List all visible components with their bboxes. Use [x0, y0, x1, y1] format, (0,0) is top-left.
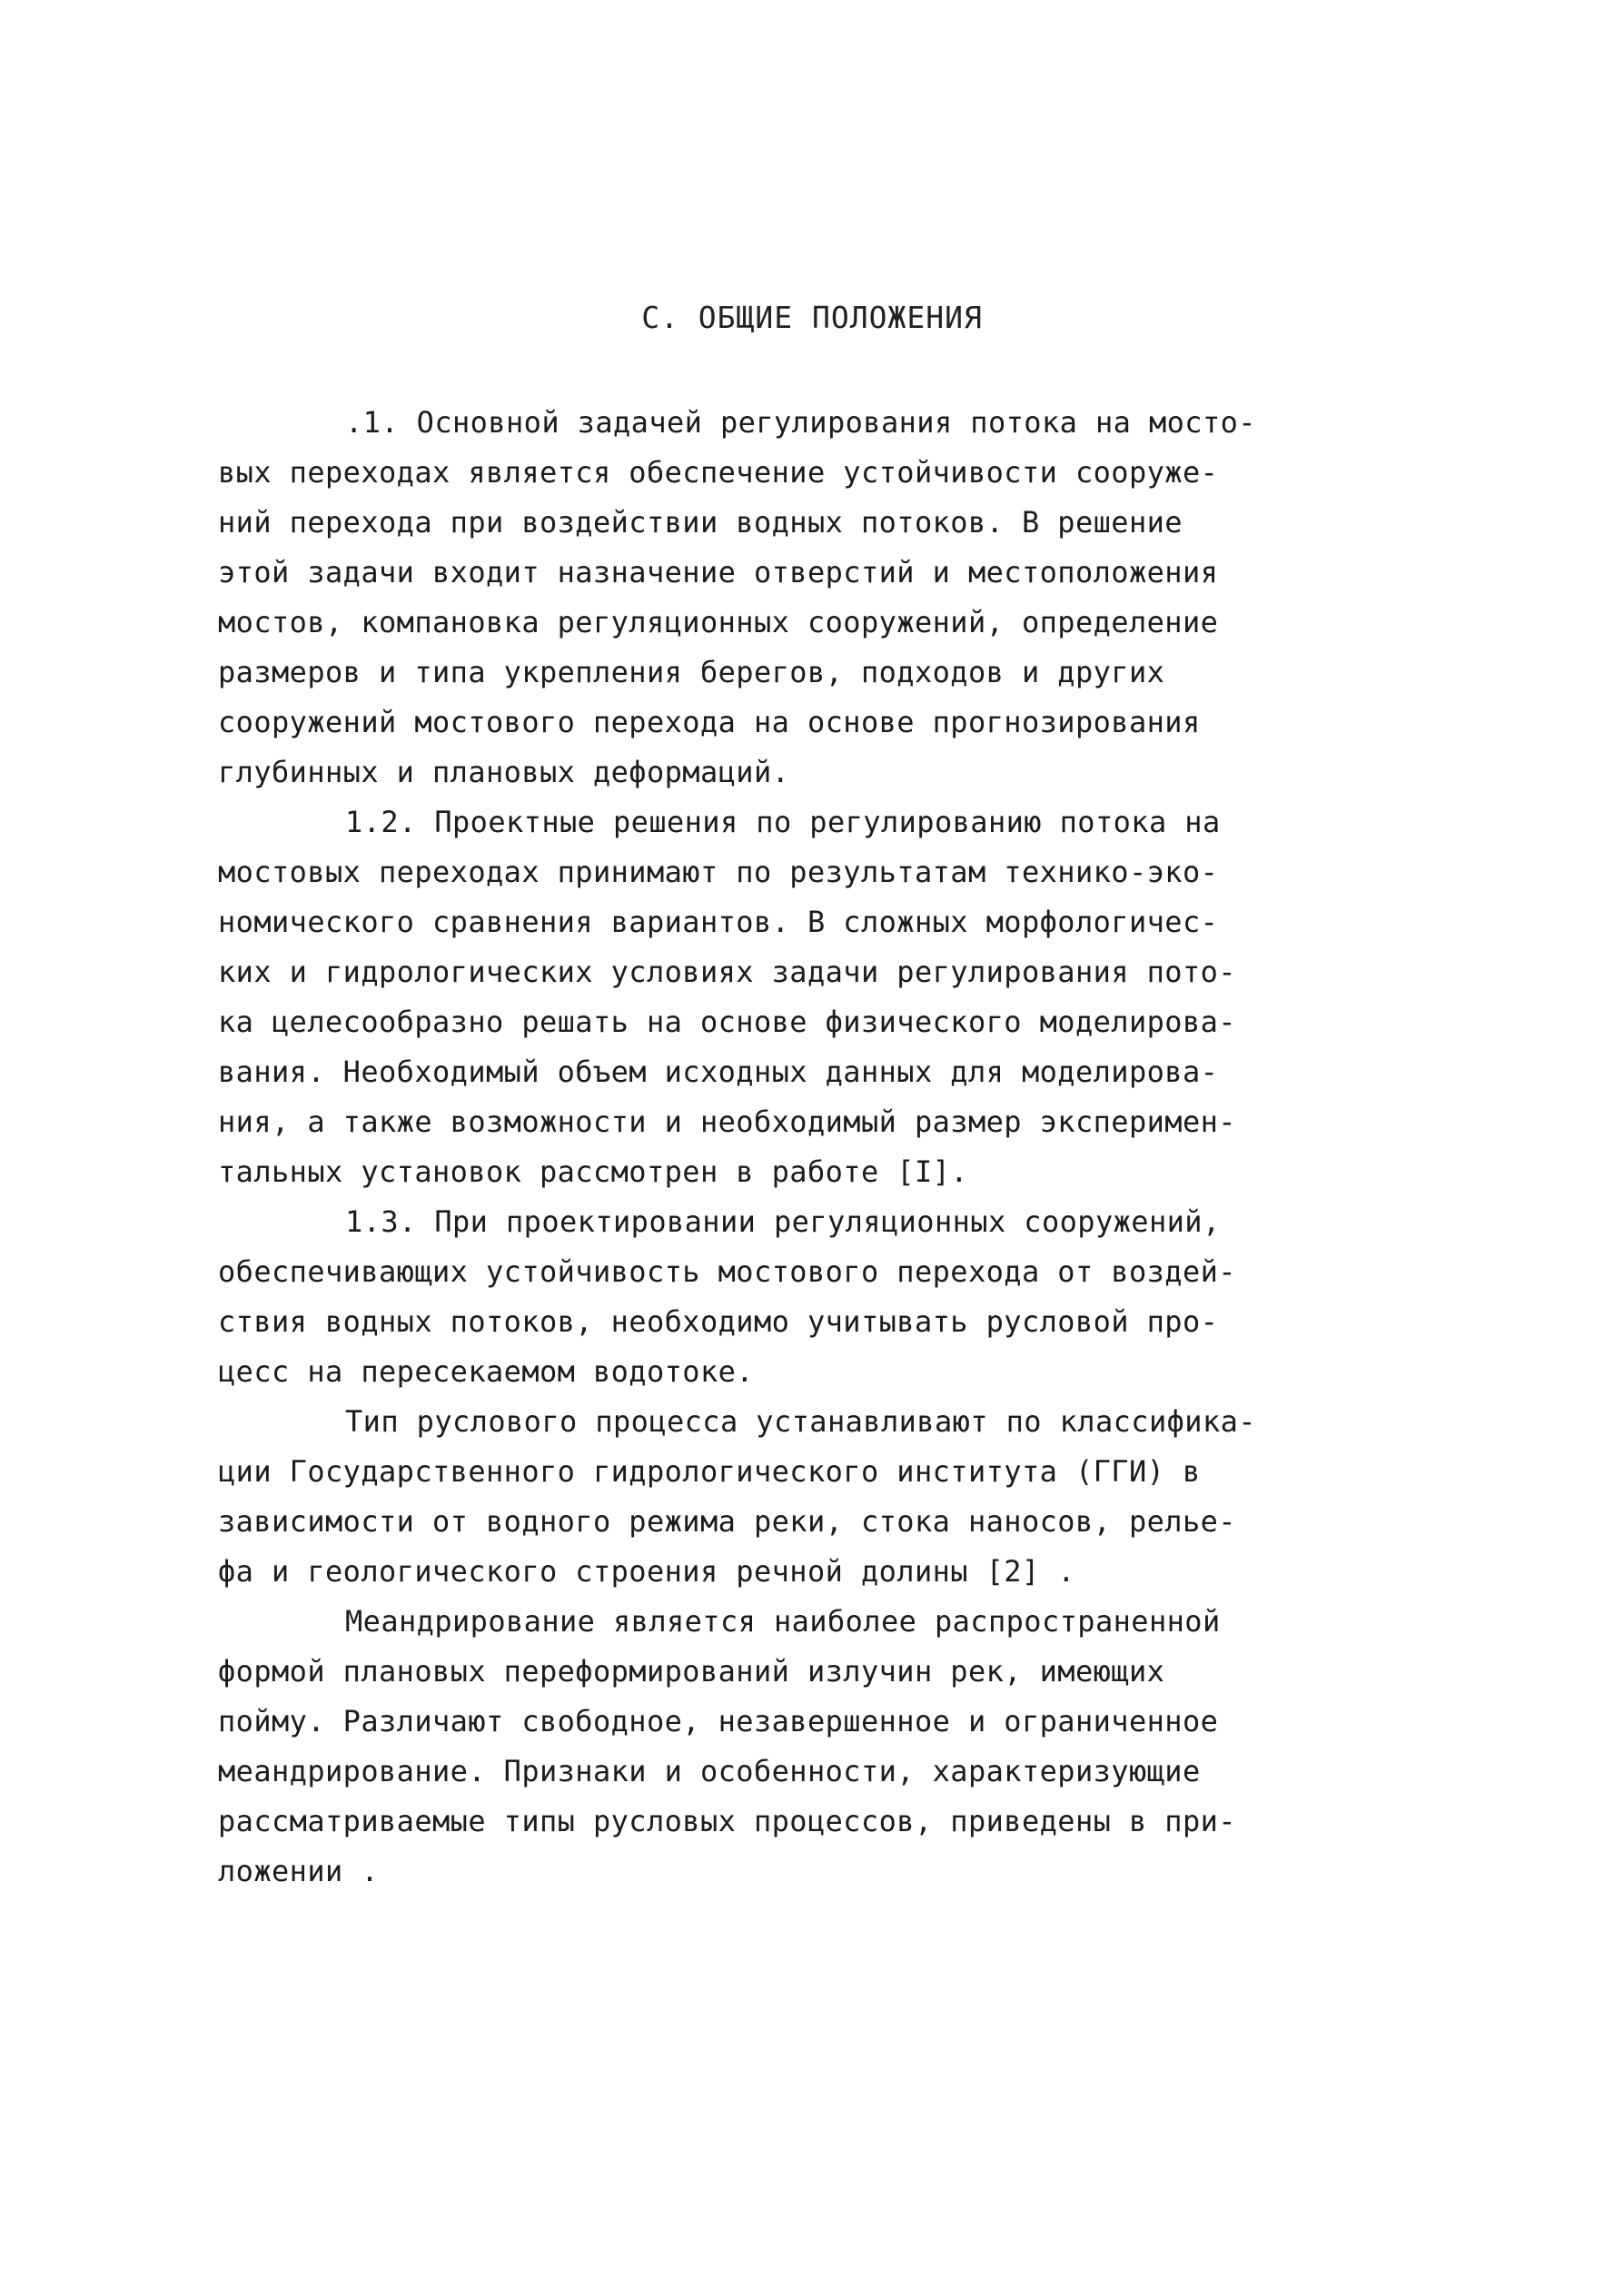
text-line: размеров и типа укрепления берегов, подходов и других	[218, 655, 1165, 689]
text-line: ложении .	[218, 1854, 379, 1888]
text-line: цесс на пересекаемом водотоке.	[218, 1354, 754, 1389]
text-line: ний перехода при воздействии водных потоков. В решение	[218, 505, 1183, 540]
text-line: мостов, компановка регуляционных сооружений, определение	[218, 605, 1219, 639]
text-line: номического сравнения вариантов. В сложных морфологичес-	[218, 905, 1219, 939]
text-line: ции Государственного гидрологического института (ГГИ) в	[218, 1454, 1201, 1489]
text-line: пойму. Различают свободное, незавершенное и ограниченное	[218, 1704, 1219, 1738]
text-line: зависимости от водного режима реки, стока наносов, релье-	[218, 1504, 1236, 1539]
text-line: меандрирование. Признаки и особенности, характеризующие	[218, 1754, 1201, 1788]
text-line: вых переходах является обеспечение устойчивости сооруже-	[218, 455, 1219, 490]
text-line: мостовых переходах принимают по результатам технико-эко-	[218, 855, 1219, 889]
text-line: 1.2. Проектные решения по регулированию потока на	[345, 805, 1221, 839]
text-line: глубинных и плановых деформаций.	[218, 755, 790, 789]
body-text	[218, 398, 1417, 1897]
text-line: ствия водных потоков, необходимо учитывать русловой про-	[218, 1304, 1219, 1339]
text-line: Меандрирование является наиболее распространенной	[345, 1604, 1221, 1639]
text-line: ния, а также возможности и необходимый размер эксперимен-	[218, 1104, 1236, 1139]
text-line: Тип руслового процесса устанавливают по классифика-	[345, 1404, 1256, 1439]
text-line: этой задачи входит назначение отверстий и местоположения	[218, 555, 1219, 589]
text-line: обеспечивающих устойчивость мостового перехода от воздей-	[218, 1254, 1236, 1289]
text-line: фа и геологического строения речной долины [2] .	[218, 1554, 1075, 1589]
section-heading: С. ОБЩИЕ ПОЛОЖЕНИЯ	[641, 300, 983, 335]
text-line: ких и гидрологических условиях задачи регулирования пото-	[218, 955, 1236, 989]
text-line: формой плановых переформирований излучин рек, имеющих	[218, 1654, 1165, 1689]
text-line: ка целесообразно решать на основе физического моделирова-	[218, 1005, 1236, 1039]
text-line: .1. Основной задачей регулирования потока на мосто-	[345, 405, 1256, 440]
text-line: сооружений мостового перехода на основе прогнозирования	[218, 705, 1201, 739]
text-line: тальных установок рассмотрен в работе [I].	[218, 1154, 968, 1189]
text-line: вания. Необходимый объем исходных данных для моделирова-	[218, 1055, 1219, 1089]
text-line: 1.3. При проектировании регуляционных сооружений,	[345, 1204, 1221, 1239]
text-line: рассматриваемые типы русловых процессов, приведены в при-	[218, 1804, 1236, 1838]
